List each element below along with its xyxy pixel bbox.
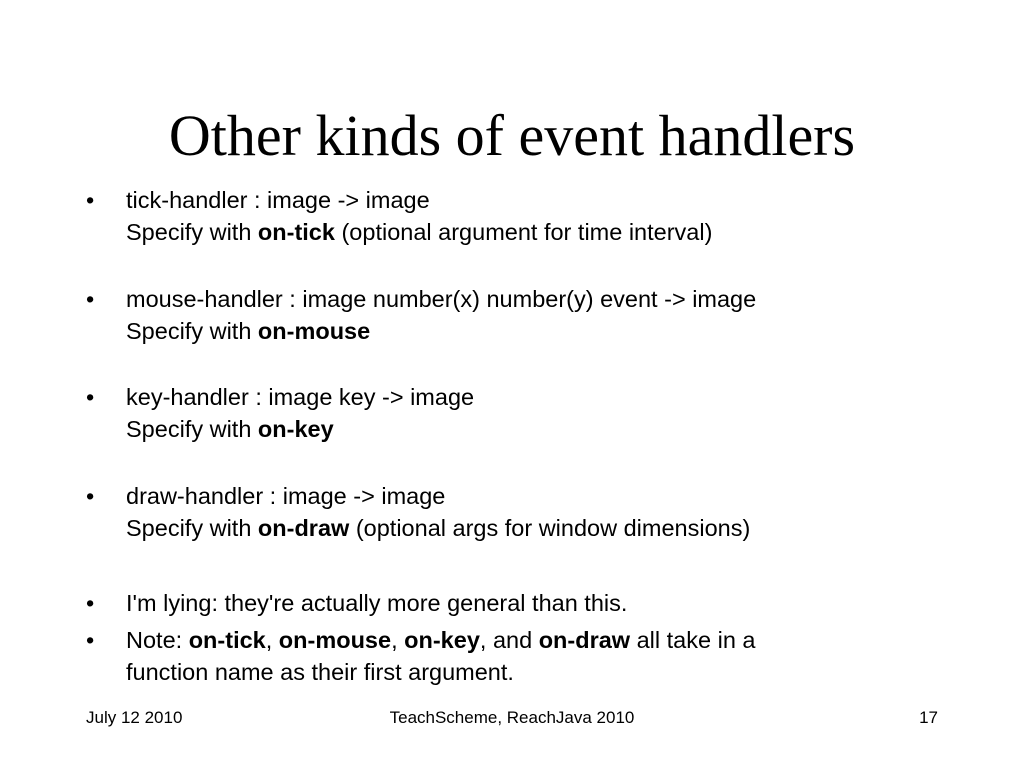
separator: ,	[391, 627, 405, 653]
footer-date: July 12 2010	[86, 708, 183, 727]
bullet-text	[126, 283, 756, 347]
bullet-marker: •	[86, 627, 95, 653]
note-line-end: all take in a	[630, 627, 756, 653]
bullet-text	[126, 624, 755, 688]
specify-line	[126, 216, 712, 248]
note-line	[126, 624, 755, 656]
bullet-marker: •	[86, 286, 95, 312]
specify-line	[126, 512, 750, 544]
specify-prefix: Specify with	[126, 318, 258, 344]
keyword-on-tick: on-tick	[188, 627, 266, 653]
bullet-text	[126, 480, 750, 544]
bullet-marker: •	[86, 483, 95, 509]
specify-prefix: Specify with	[126, 219, 258, 245]
note-continuation: function name as their first argument.	[126, 659, 514, 685]
specify-line	[126, 413, 474, 445]
slide-title: Other kinds of event handlers	[168, 103, 856, 168]
separator: , and	[479, 627, 539, 653]
keyword-on-tick: on-tick	[257, 219, 335, 245]
specify-prefix: Specify with	[126, 515, 258, 541]
bullet-marker: •	[86, 187, 95, 213]
keyword-on-key: on-key	[404, 627, 480, 653]
separator: ,	[265, 627, 279, 653]
signature-line: tick-handler : image -> image	[126, 187, 430, 213]
signature-line: draw-handler : image -> image	[126, 483, 446, 509]
signature-line: key-handler : image key -> image	[126, 384, 475, 410]
note-prefix: Note:	[126, 627, 189, 653]
keyword-on-mouse: on-mouse	[278, 627, 392, 653]
bullet-marker: •	[86, 384, 95, 410]
bullet-text	[126, 587, 627, 619]
bullet-text	[126, 184, 712, 248]
keyword-on-draw: on-draw	[538, 627, 631, 653]
bullet-text	[126, 381, 474, 445]
specify-suffix: (optional args for window dimensions)	[349, 515, 751, 541]
keyword-on-mouse: on-mouse	[257, 318, 371, 344]
signature-line: mouse-handler : image number(x) number(y) event -> image	[126, 286, 757, 312]
keyword-on-draw: on-draw	[257, 515, 350, 541]
bullet-marker: •	[86, 590, 95, 616]
specify-line	[126, 315, 756, 347]
keyword-on-key: on-key	[257, 416, 334, 442]
bullet-line: I'm lying: they're actually more general than this.	[126, 590, 628, 616]
page-number: 17	[919, 708, 938, 727]
specify-suffix: (optional argument for time interval)	[334, 219, 713, 245]
specify-prefix: Specify with	[126, 416, 258, 442]
footer-event: TeachScheme, ReachJava 2010	[389, 708, 635, 727]
